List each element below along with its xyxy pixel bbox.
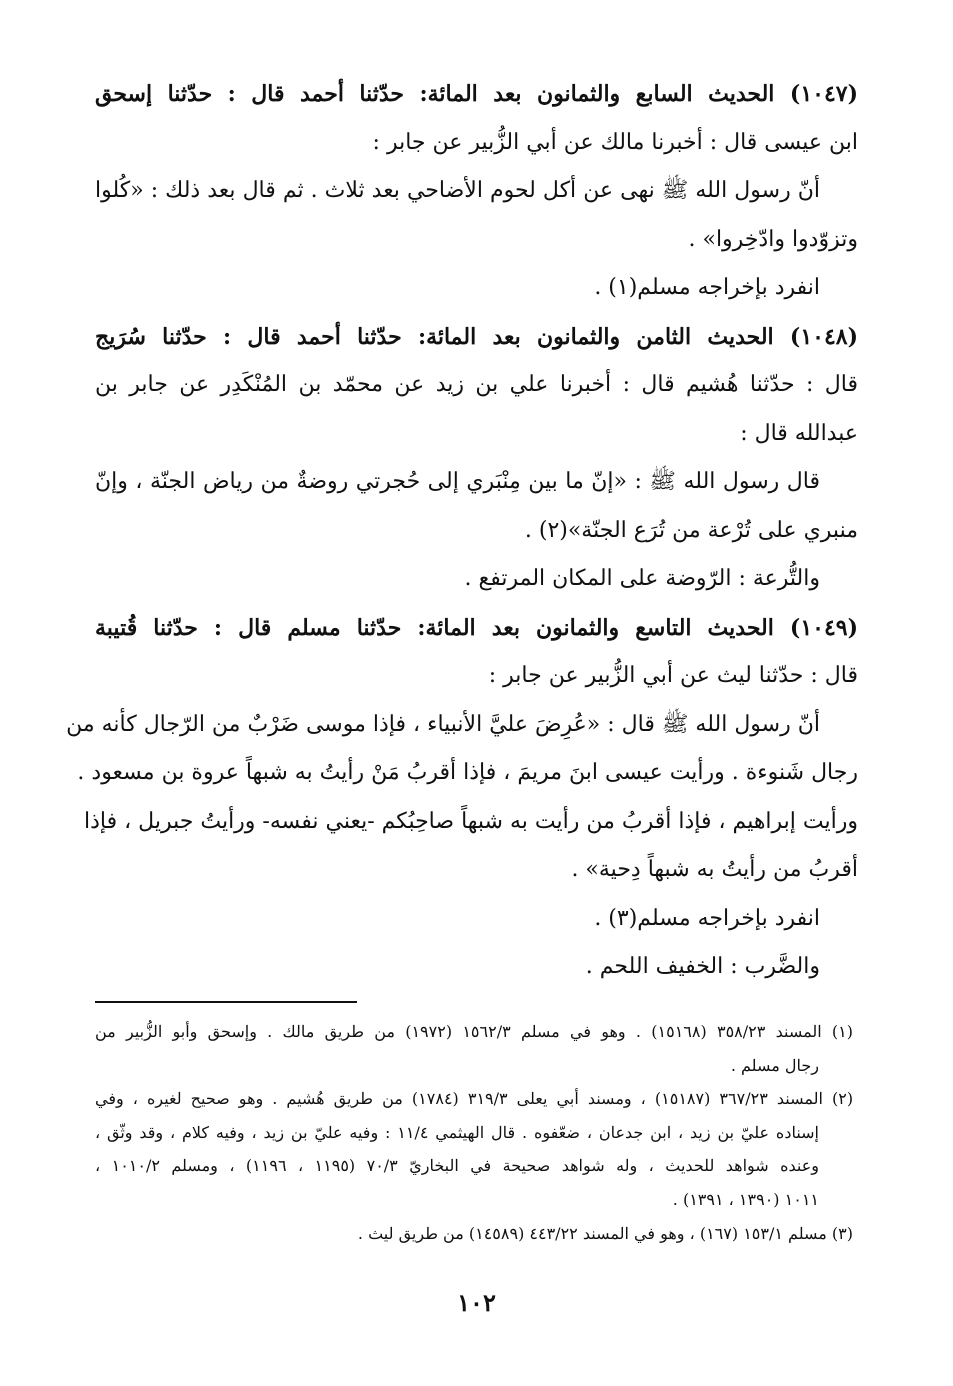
hadith-1049-text-2: رجال شَنوءة . ورأيت عيسى ابنَ مريمَ ، فإذا أقربُ مَنْ رأيتُ به شبهاً عروة بن مسعود . — [77, 760, 858, 785]
hadith-1047-heading: (١٠٤٧) الحديث السابع والثمانون بعد المائة: حدّثنا أحمد قال : حدّثنا إسحق — [95, 81, 858, 107]
hadith-1049-heading: (١٠٤٩) الحديث التاسع والثمانون بعد المائة: حدّثنا مسلم قال : حدّثنا قُتيبة — [95, 614, 858, 641]
footnote-2-cont-3: ١٠١١ (١٣٩٠ ، ١٣٩١) . — [672, 1189, 819, 1209]
footnotes — [95, 1015, 853, 1250]
hadith-1049-gloss: والضَّرب : الخفيف اللحم . — [585, 954, 820, 979]
hadith-1047-source: انفرد بإخراجه مسلم(١) . — [594, 275, 820, 300]
hadith-1049-text-3: ورأيت إبراهيم ، فإذا أقربُ من رأيت به شبهاً صاحِبُكم -يعني نفسه- ورأيتُ جبريل ، فإذا — [83, 808, 858, 834]
hadith-1049-source: انفرد بإخراجه مسلم(٣) . — [594, 905, 820, 931]
footnote-3: (٣) مسلم ١٥٣/١ (١٦٧) ، وهو في المسند ٤٤٣/٢٢ (١٤٥٨٩) من طريق ليث . — [357, 1223, 853, 1243]
hadith-1048-text: قال رسول الله ﷺ : «إنّ ما بين مِنْبَري إلى حُجرتي روضةٌ من رياض الجنّة ، وإنّ — [95, 469, 820, 494]
hadith-1049-text: أنّ رسول الله ﷺ قال : «عُرِضَ عليَّ الأنبياء ، فإذا موسى ضَرْبٌ من الرّجال كأنه من — [66, 711, 820, 737]
hadith-1047-text: أنّ رسول الله ﷺ نهى عن أكل لحوم الأضاحي بعد ثلاث . ثم قال بعد ذلك : «كُلوا — [95, 178, 820, 203]
hadith-1047-text-end: وتزوّدوا وادّخِروا» . — [688, 226, 858, 252]
page-number: ١٠٢ — [457, 1288, 496, 1317]
main-text — [66, 70, 858, 992]
footnote-1: (١) المسند ٣٥٨/٢٣ (١٥١٦٨) . وهو في مسلم ١٥٦٢/٣ (١٩٧٢) من طريق مالك . وإسحق وأبو الزُّبير من — [95, 1022, 854, 1041]
footnote-2: (٢) المسند ٣٦٧/٢٣ (١٥١٨٧) ، ومسند أبي يعلى ٣١٩/٣ (١٧٨٤) من طريق هُشيم . وهو صحيح لغيره ، وفي — [95, 1089, 854, 1109]
hadith-1047-chain: ابن عيسى قال : أخبرنا مالك عن أبي الزُّبير عن جابر : — [372, 129, 858, 155]
hadith-1048-chain-end: عبدالله قال : — [740, 420, 858, 446]
hadith-1048-gloss: والتُّرعة : الرّوضة على المكان المرتفع . — [464, 566, 820, 591]
footnote-1-cont: رجال مسلم . — [730, 1055, 819, 1075]
hadith-1048-heading: (١٠٤٨) الحديث الثامن والثمانون بعد المائة: حدّثنا أحمد قال : حدّثنا سُرَيج — [95, 323, 858, 350]
footnote-separator — [95, 1001, 357, 1003]
footnote-2-cont-2: وعنده شواهد للحديث ، وله شواهد صحيحة في البخاريّ ٧٠/٣ (١١٩٥ ، ١١٩٦) ، ومسلم ١٠١٠/٢ ، — [95, 1156, 820, 1176]
footnote-2-cont-1: إسناده عليّ بن زيد ، ابن جدعان ، ضعّفوه . قال الهيثمي ١١/٤ : وفيه عليّ بن زيد ، وفيه كلام ، وقد وثّق ، — [95, 1122, 819, 1142]
hadith-1049-chain: قال : حدّثنا ليث عن أبي الزُّبير عن جابر : — [488, 663, 858, 688]
hadith-1048-text-end: منبري على تُرْعة من تُرَع الجنّة»(٢) . — [524, 517, 858, 543]
hadith-1048-chain: قال : حدّثنا هُشيم قال : أخبرنا علي بن زيد عن محمّد بن المُنْكَدِر عن جابر بن — [95, 372, 858, 397]
hadith-1049-text-end: أقربُ من رأيتُ به شبهاً دِحية» . — [571, 857, 858, 882]
